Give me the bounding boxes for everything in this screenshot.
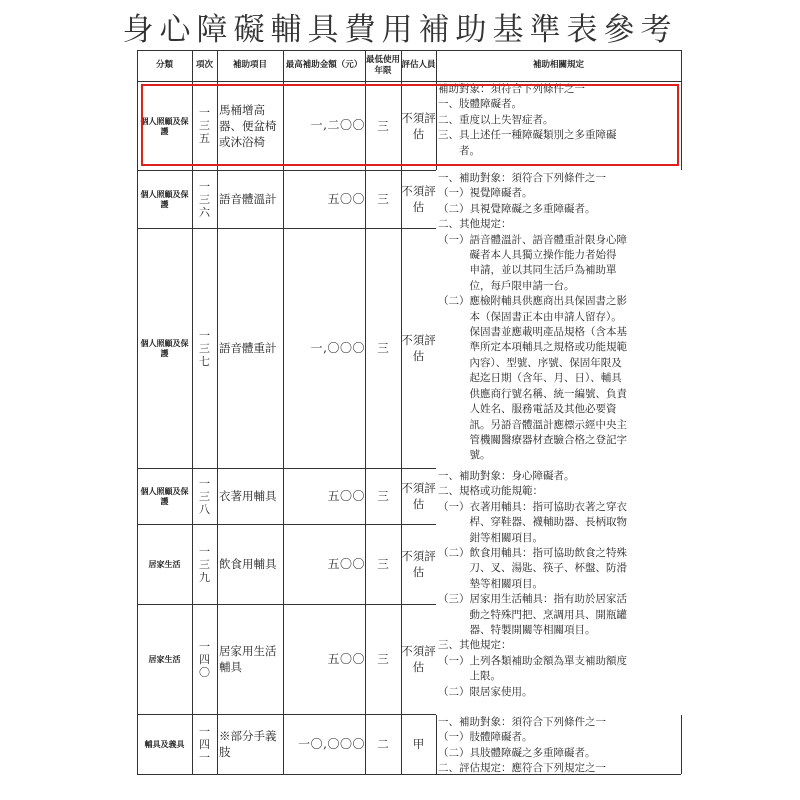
- rules-line: 申請，並以其同生活戶為補助單: [438, 264, 617, 277]
- rules-line: 刀、叉、湯匙、筷子、杯盤、防滑: [438, 562, 627, 575]
- row-139-code: 一 三 九: [199, 544, 210, 584]
- rules-line: 二、其他規定：: [438, 218, 512, 231]
- row-136-years: 三: [377, 192, 389, 206]
- rules-line: 三、具上述任一種障礙類別之多重障礙: [438, 129, 617, 142]
- row-139-assessor: 不須評估: [401, 549, 436, 579]
- rules-line: 桿、穿鞋器、襪輔助器、長柄取物: [438, 516, 627, 529]
- rules-line: 位，每戶限申請一台。: [438, 279, 575, 292]
- row-137-category: 個人照顧及保護: [140, 338, 189, 358]
- row-138-item: 衣著用輔具: [219, 489, 277, 503]
- rules-line: 準所定本項輔具之規格或功能規範: [438, 341, 627, 354]
- row-135-years: 三: [377, 118, 389, 133]
- row-139-amount: 五〇〇: [327, 556, 365, 571]
- header-min-years: 最低使用年限: [365, 54, 400, 76]
- row-136-item: 語音體溫計: [219, 192, 277, 206]
- rules-block-4: [436, 714, 685, 775]
- row-136-assessor: 不須評估: [401, 184, 436, 214]
- rules-line: （一）視覺障礙者。: [438, 187, 533, 200]
- row-138-code: 一 三 八: [199, 476, 210, 516]
- row-138-amount: 五〇〇: [327, 488, 365, 503]
- header-category: 分類: [155, 60, 173, 70]
- rules-line: 二、重度以上失智症者。: [438, 113, 554, 126]
- rules-line: 號。: [438, 449, 491, 462]
- rules-block-3: [436, 468, 685, 715]
- rules-line: 二、規格或功能規範：: [438, 485, 543, 498]
- rules-line: 訊。另語音體溫計應標示經中央主: [438, 418, 627, 431]
- rules-line: 礙者本人具獨立操作能力者始得: [438, 249, 617, 262]
- rules-line: （二）具肢體障礙之多重障礙者。: [438, 746, 596, 759]
- row-137-amount: 一,〇〇〇: [310, 340, 365, 355]
- row-137-item: 語音體重計: [219, 341, 277, 355]
- page-title: 身心障礙輔具費用補助基準表參考: [122, 12, 678, 48]
- row-135-amount: 一,二〇〇: [310, 118, 365, 132]
- rules-line: （一）衣著用輔具：指可協助衣著之穿衣: [438, 500, 627, 513]
- rules-line: （二）具視覺障礙之多重障礙者。: [438, 202, 596, 215]
- row-136-amount: 五〇〇: [327, 191, 365, 206]
- header-rules: 補助相關規定: [532, 60, 584, 70]
- rules-line: 本（保固書正本由申請人留存）。: [438, 310, 622, 323]
- rules-line: 動之特殊門把、烹調用具、開瓶罐: [438, 608, 627, 621]
- rules-line: （二）限居家使用。: [438, 685, 533, 698]
- header-max-amount: 最高補助金額（元）: [285, 60, 363, 70]
- rules-line: （二）飲食用輔具：指可協助飲食之特殊: [438, 547, 627, 560]
- rules-line: 內容）、型號、序號、保固年限及: [438, 356, 622, 369]
- rules-line: 鉗等相關項目。: [438, 531, 543, 544]
- rules-line: 墊等相關項目。: [438, 577, 543, 590]
- row-139-category: 居家生活: [148, 559, 181, 569]
- row-138-assessor: 不須評估: [401, 481, 436, 511]
- header-assessor: 評估人員: [401, 60, 436, 70]
- row-139-years: 三: [377, 557, 389, 571]
- header-code: 項次: [195, 60, 213, 70]
- row-140-code: 一 四 〇: [199, 639, 210, 679]
- rules-line: （一）肢體障礙者。: [438, 731, 533, 744]
- row-135-code: 一 三 五: [199, 106, 210, 145]
- row-136-category: 個人照顧及保護: [140, 189, 189, 209]
- row-140-item: 居家用生活輔具: [219, 644, 277, 674]
- row-141-item: ※部分手義肢: [219, 729, 277, 759]
- row-141-assessor: 甲: [412, 737, 425, 751]
- header-item: 補助項目: [232, 60, 267, 70]
- row-135-assessor: 不須評估: [401, 110, 436, 141]
- rules-line: 保固書並應載明產品規格（含本基: [438, 326, 627, 339]
- row-135-item: 馬桶增高器、便盆椅或沐浴椅: [219, 102, 277, 149]
- row-137-code: 一 三 七: [199, 328, 210, 368]
- rules-line: （一）上列各類補助金額為單支補助額度: [438, 654, 627, 667]
- rules-line: 者。: [438, 144, 480, 157]
- row-138-years: 三: [377, 489, 389, 503]
- row-140-assessor: 不須評估: [401, 644, 436, 674]
- row-141-amount: 一〇,〇〇〇: [298, 736, 365, 751]
- rules-line: 一、補助對象：身心障礙者。: [438, 470, 575, 482]
- rules-line: （一）語音體溫計、語音體重計限身心障: [438, 233, 627, 246]
- row-141-category: 輔具及義具: [144, 739, 185, 749]
- row-135-category: 個人照顧及保護: [140, 115, 189, 136]
- rules-block-2: [436, 170, 685, 469]
- highlight-box: [141, 84, 679, 166]
- rules-line: 補助對象：須符合下列條件之一: [438, 83, 585, 95]
- rules-line: 一、補助對象：須符合下列條件之一: [438, 172, 606, 184]
- row-137-assessor: 不須評估: [401, 333, 436, 363]
- rules-line: （二）應檢附輔具供應商出具保固書之影: [438, 295, 627, 308]
- rules-line: 二、評估規定：應符合下列規定之一: [438, 762, 606, 775]
- rules-line: （三）居家用生活輔具：指有助於居家活: [438, 593, 627, 606]
- rules-line: 三、其他規定：: [438, 639, 512, 652]
- row-140-years: 三: [377, 652, 389, 666]
- row-136-code: 一 三 六: [199, 179, 210, 219]
- row-140-category: 居家生活: [148, 654, 181, 664]
- row-141-code: 一 四 一: [199, 724, 210, 764]
- row-141-years: 二: [377, 737, 389, 751]
- row-139-item: 飲食用輔具: [219, 557, 277, 571]
- rules-line: 上限。: [438, 670, 501, 683]
- rules-line: 管機關醫療器材查驗合格之登記字: [438, 433, 627, 446]
- rules-line: 一、補助對象：須符合下列條件之一: [438, 716, 606, 728]
- rules-line: 一、肢體障礙者。: [438, 98, 522, 111]
- row-137-years: 三: [377, 341, 389, 355]
- rules-line: 起迄日期（含年、月、日）、輔具: [438, 372, 622, 385]
- rules-line: 供應商行號名稱、統一編號、負責: [438, 387, 627, 400]
- row-138-category: 個人照顧及保護: [140, 486, 189, 506]
- row-140-amount: 五〇〇: [327, 651, 365, 666]
- rules-line: 人姓名、服務電話及其他必要資: [438, 403, 617, 416]
- rules-line: 器、特製開關等相關項目。: [438, 624, 596, 637]
